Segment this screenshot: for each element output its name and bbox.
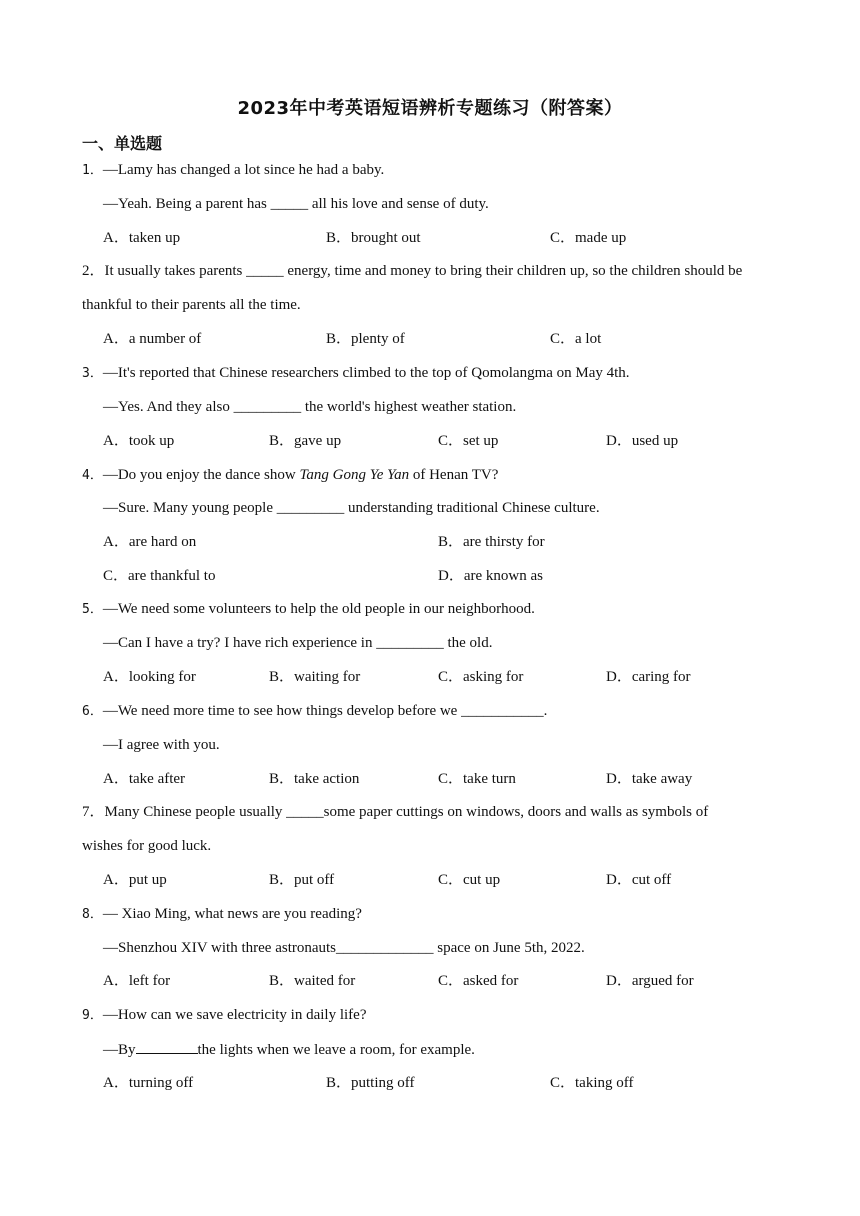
option-d: D．are known as bbox=[438, 568, 543, 584]
question-3 bbox=[82, 363, 630, 384]
question-text: thankful to their parents all the time. bbox=[82, 297, 301, 313]
option-a: A．left for bbox=[103, 973, 171, 989]
option-c: C．made up bbox=[550, 230, 627, 246]
question-8 bbox=[82, 904, 362, 925]
question-text: —How can we save electricity in daily life? bbox=[102, 1007, 367, 1023]
question-number: 2． bbox=[82, 263, 105, 279]
option-b: B．put off bbox=[269, 872, 335, 888]
option-c: C．asking for bbox=[438, 669, 524, 685]
option-c: C．cut up bbox=[438, 872, 501, 888]
question-text: —Sure. Many young people _________ understanding traditional Chinese culture. bbox=[103, 500, 600, 516]
question-number: 3． bbox=[82, 366, 103, 381]
question-number: 9． bbox=[82, 1008, 103, 1023]
option-d: D．take away bbox=[606, 771, 693, 787]
option-a: A．take after bbox=[103, 771, 186, 787]
option-a: A．are hard on bbox=[103, 534, 197, 550]
question-text-post: the lights when we leave a room, for example. bbox=[197, 1042, 475, 1058]
option-d: D．caring for bbox=[606, 669, 691, 685]
page-title: 2023年中考英语短语辨析专题练习（附答案） bbox=[237, 98, 623, 119]
question-6 bbox=[82, 701, 547, 722]
question-text: —Yes. And they also _________ the world's highest weather station. bbox=[103, 399, 517, 415]
option-c: C．are thankful to bbox=[103, 568, 216, 584]
option-d: D．argued for bbox=[606, 973, 694, 989]
question-text: of Henan TV? bbox=[409, 467, 499, 483]
option-d: D．cut off bbox=[606, 872, 672, 888]
option-a: A．took up bbox=[103, 433, 175, 449]
question-text: —I agree with you. bbox=[103, 737, 220, 753]
question-number: 1． bbox=[82, 163, 103, 178]
option-a: A．looking for bbox=[103, 669, 196, 685]
option-c: C．taking off bbox=[550, 1075, 634, 1091]
show-title: Tang Gong Ye Yan bbox=[299, 467, 410, 483]
option-c: C．take turn bbox=[438, 771, 516, 787]
section-heading: 一、单选题 bbox=[82, 134, 163, 153]
option-a: A．taken up bbox=[103, 230, 181, 246]
question-4 bbox=[82, 465, 498, 486]
option-b: B．gave up bbox=[269, 433, 342, 449]
question-number: 4． bbox=[82, 468, 103, 483]
answer-blank bbox=[136, 1039, 198, 1054]
question-text: —Shenzhou XIV with three astronauts_____________ space on June 5th, 2022. bbox=[103, 940, 585, 956]
question-number: 7． bbox=[82, 804, 105, 820]
question-text: —Yeah. Being a parent has _____ all his love and sense of duty. bbox=[103, 196, 489, 212]
question-1 bbox=[82, 160, 384, 181]
question-text-pre: —By bbox=[103, 1042, 136, 1058]
option-c: C．a lot bbox=[550, 331, 602, 347]
question-number: 8． bbox=[82, 907, 103, 922]
question-number: 6． bbox=[82, 704, 103, 719]
question-text: —Lamy has changed a lot since he had a baby. bbox=[102, 162, 385, 178]
question-text: It usually takes parents _____ energy, time and money to bring their children up, so the children should be bbox=[104, 263, 743, 279]
option-b: B．waiting for bbox=[269, 669, 361, 685]
question-text bbox=[103, 1039, 475, 1060]
option-c: C．set up bbox=[438, 433, 499, 449]
question-text: — Xiao Ming, what news are you reading? bbox=[102, 906, 362, 922]
question-5 bbox=[82, 599, 535, 620]
question-text: —We need some volunteers to help the old people in our neighborhood. bbox=[102, 601, 535, 617]
question-2 bbox=[82, 261, 742, 281]
question-text: —Do you enjoy the dance show bbox=[102, 467, 300, 483]
question-number: 5． bbox=[82, 602, 103, 617]
option-b: B．plenty of bbox=[326, 331, 405, 347]
question-text: —It's reported that Chinese researchers climbed to the top of Qomolangma on May 4th. bbox=[102, 365, 630, 381]
question-9 bbox=[82, 1005, 366, 1026]
question-text: —We need more time to see how things develop before we ___________. bbox=[102, 703, 548, 719]
option-b: B．brought out bbox=[326, 230, 421, 246]
option-b: B．are thirsty for bbox=[438, 534, 545, 550]
option-b: B．take action bbox=[269, 771, 360, 787]
option-d: D．used up bbox=[606, 433, 679, 449]
question-text: wishes for good luck. bbox=[82, 838, 212, 854]
option-a: A．turning off bbox=[103, 1075, 194, 1091]
question-text: Many Chinese people usually _____some paper cuttings on windows, doors and walls as symbols of bbox=[104, 804, 709, 820]
question-text: —Can I have a try? I have rich experience in _________ the old. bbox=[103, 635, 493, 651]
option-c: C．asked for bbox=[438, 973, 519, 989]
option-b: B．waited for bbox=[269, 973, 356, 989]
option-a: A．a number of bbox=[103, 331, 202, 347]
question-7 bbox=[82, 802, 708, 822]
option-b: B．putting off bbox=[326, 1075, 415, 1091]
option-a: A．put up bbox=[103, 872, 167, 888]
